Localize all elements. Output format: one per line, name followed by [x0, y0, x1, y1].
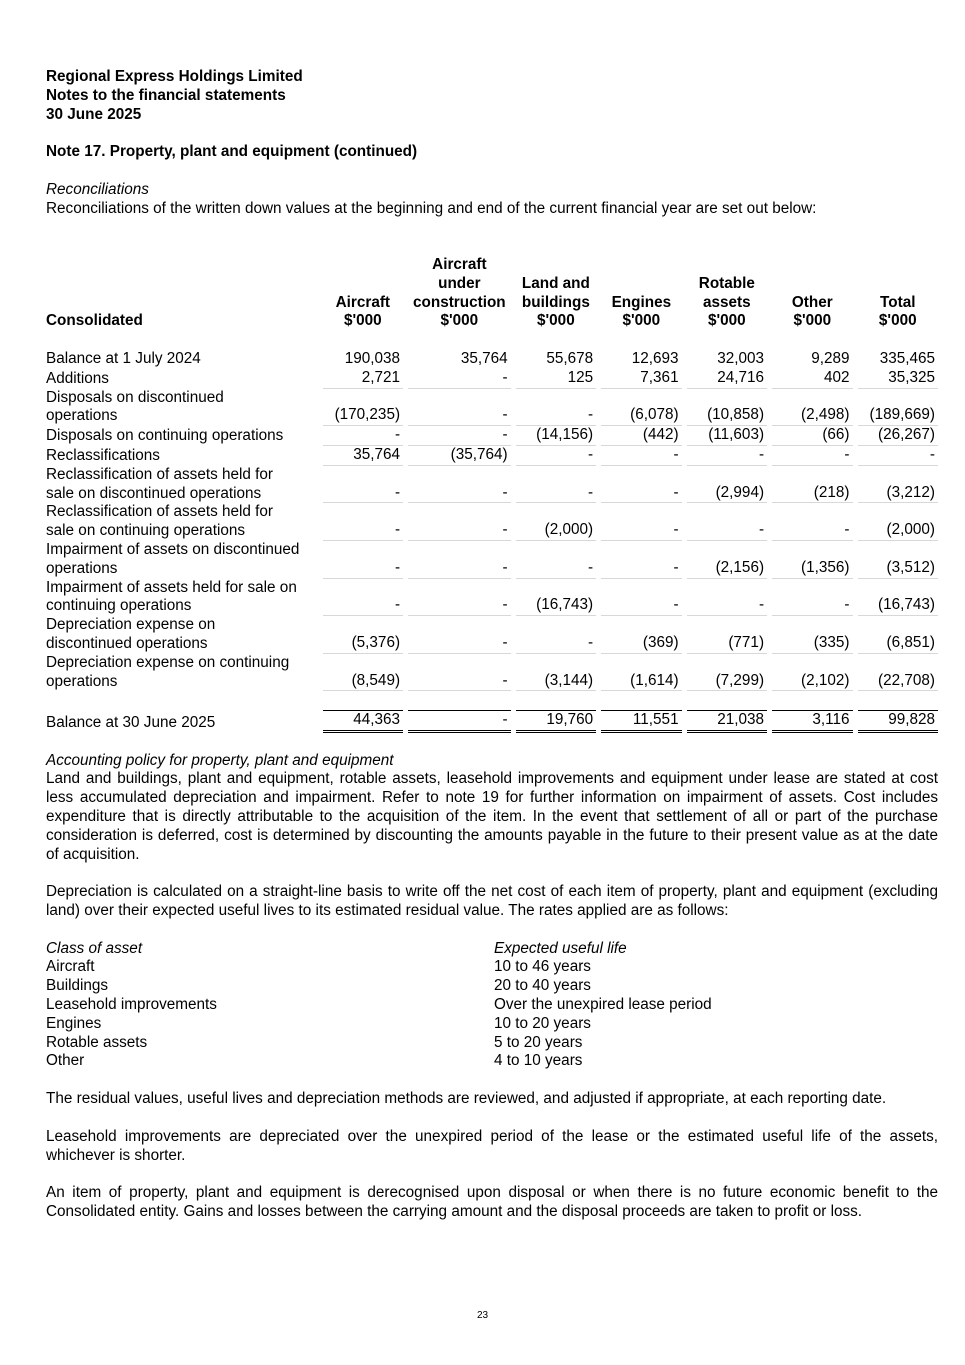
reconciliation-table: [41, 256, 943, 733]
cell-value: -: [408, 389, 511, 427]
cell-value: -: [687, 579, 767, 617]
row-label: Reclassification of assets held for sale on continuing operations: [46, 503, 274, 540]
asset-class: Other: [46, 1052, 85, 1070]
row-label: Additions: [46, 369, 109, 387]
row-label: Disposals on continuing operations: [46, 427, 284, 445]
cell-value: (2,994): [687, 466, 767, 504]
cell-value: (189,669): [858, 389, 938, 427]
cell-value: -: [408, 579, 511, 617]
useful-life: 5 to 20 years: [494, 1033, 583, 1051]
column-header: Total $'000: [878, 293, 917, 330]
consolidated-header: Consolidated: [46, 312, 143, 330]
cell-value: (1,356): [772, 541, 852, 579]
useful-life: 10 to 46 years: [494, 958, 591, 976]
cell-value: 35,764: [460, 349, 508, 367]
cell-value: (2,000): [516, 503, 596, 541]
row-label: Balance at 30 June 2025: [46, 714, 216, 732]
cell-value: -: [408, 710, 511, 733]
note-title: Note 17. Property, plant and equipment (continued): [46, 143, 418, 161]
cell-value: -: [772, 446, 852, 466]
cell-value: 99,828: [858, 710, 938, 733]
cell-value: 55,678: [546, 349, 594, 367]
cell-value: -: [772, 503, 852, 541]
cell-value: -: [323, 503, 403, 541]
cell-value: (335): [772, 616, 852, 654]
cell-value: (35,764): [408, 446, 511, 466]
cell-value: (6,851): [858, 616, 938, 654]
asset-class: Leasehold improvements: [46, 996, 217, 1014]
cell-value: -: [323, 426, 403, 446]
useful-life: 10 to 20 years: [494, 1014, 591, 1032]
cell-value: (2,102): [772, 654, 852, 692]
cell-value: 35,764: [323, 446, 403, 466]
cell-value: (7,299): [687, 654, 767, 692]
cell-value: (6,078): [601, 389, 681, 427]
cell-value: -: [408, 654, 511, 692]
useful-life: Over the unexpired lease period: [494, 996, 712, 1014]
table-row: [46, 579, 938, 617]
cell-value: 2,721: [323, 369, 403, 389]
useful-lives-table: [46, 940, 938, 1072]
cell-value: (3,512): [858, 541, 938, 579]
policy-paragraph-1: Land and buildings, plant and equipment, rotable assets, leasehold improvements and equipment under lease are stated at cost less accumulated depreciation and impairment. Refer to note 19 for further information on impairment of assets. Cost includes expenditure that is directly attributable to the acquisition of the item. In the event that settlement of all or part of the purchase consideration is deferred, cost is determined by discounting the amounts payable in the future to their present value as at the date of acquisition.: [46, 770, 938, 863]
cell-value: -: [516, 616, 596, 654]
cell-value: (14,156): [516, 426, 596, 446]
cell-value: (26,267): [858, 426, 938, 446]
useful-life: 20 to 40 years: [494, 977, 591, 995]
cell-value: (16,743): [858, 579, 938, 617]
cell-value: 12,693: [631, 349, 679, 367]
cell-value: (16,743): [516, 579, 596, 617]
policy-subtitle: Accounting policy for property, plant and equipment: [46, 751, 394, 769]
cell-value: 32,003: [717, 349, 765, 367]
table-row: [46, 350, 938, 369]
column-header: Aircraft $'000: [335, 293, 391, 330]
row-label: Impairment of assets on discontinued operations: [46, 540, 300, 577]
policy-paragraph-4: Leasehold improvements are depreciated over the unexpired period of the lease or the estimated useful life of the assets, whichever is shorter.: [46, 1128, 938, 1164]
cell-value: 402: [772, 369, 852, 389]
page-number: 23: [476, 1310, 489, 1321]
cell-value: (3,144): [516, 654, 596, 692]
cell-value: -: [408, 369, 511, 389]
cell-value: (442): [601, 426, 681, 446]
row-label: Reclassification of assets held for sale on discontinued operations: [46, 465, 274, 502]
reconciliations-subtitle: Reconciliations: [46, 180, 149, 198]
cell-value: -: [516, 389, 596, 427]
cell-value: -: [408, 426, 511, 446]
cell-value: -: [323, 466, 403, 504]
cell-value: -: [408, 503, 511, 541]
table-row: [46, 389, 938, 427]
document-title: Notes to the financial statements: [46, 86, 286, 104]
cell-value: -: [323, 579, 403, 617]
cell-value: -: [687, 503, 767, 541]
table-row: [46, 466, 938, 504]
expected-useful-life-header: Expected useful life: [494, 939, 627, 957]
cell-value: -: [858, 446, 938, 466]
cell-value: (2,498): [772, 389, 852, 427]
cell-value: (218): [772, 466, 852, 504]
cell-value: -: [516, 466, 596, 504]
cell-value: -: [601, 541, 681, 579]
table-row: [46, 541, 938, 579]
asset-class: Engines: [46, 1014, 102, 1032]
column-header: Rotable assets $'000: [698, 274, 755, 330]
asset-class: Aircraft: [46, 958, 95, 976]
cell-value: (22,708): [858, 654, 938, 692]
cell-value: -: [601, 503, 681, 541]
cell-value: -: [601, 579, 681, 617]
column-header: Other $'000: [791, 293, 833, 330]
table-row: [46, 369, 938, 389]
cell-value: 24,716: [687, 369, 767, 389]
cell-value: (2,156): [687, 541, 767, 579]
column-header: Aircraft under construction $'000: [413, 255, 506, 330]
cell-value: (369): [601, 616, 681, 654]
column-header: Land and buildings $'000: [521, 274, 590, 330]
cell-value: 7,361: [601, 369, 681, 389]
row-label: Impairment of assets held for sale on continuing operations: [46, 578, 297, 615]
asset-class: Rotable assets: [46, 1033, 148, 1051]
cell-value: (1,614): [601, 654, 681, 692]
table-header-row: [46, 256, 938, 331]
cell-value: 125: [516, 369, 596, 389]
column-header: Engines $'000: [611, 293, 672, 330]
cell-value: -: [408, 616, 511, 654]
cell-value: (10,858): [687, 389, 767, 427]
policy-paragraph-5: An item of property, plant and equipment is derecognised upon disposal or when there is no future economic benefit to the Consolidated entity. Gains and losses between the carrying amount and the disposal proceeds are taken to profit or loss.: [46, 1184, 938, 1221]
cell-value: (3,212): [858, 466, 938, 504]
cell-value: (66): [772, 426, 852, 446]
row-label: Disposals on discontinued operations: [46, 388, 224, 425]
row-label: Reclassifications: [46, 446, 160, 464]
table-row: [46, 710, 938, 733]
cell-value: (11,603): [687, 426, 767, 446]
cell-value: 190,038: [344, 349, 401, 367]
table-body: [46, 331, 938, 733]
row-label: Depreciation expense on discontinued operations: [46, 616, 216, 652]
cell-value: -: [516, 446, 596, 466]
cell-value: 19,760: [516, 710, 596, 733]
reconciliations-intro: Reconciliations of the written down values at the beginning and end of the current financial year are set out below:: [46, 199, 817, 217]
cell-value: (5,376): [323, 616, 403, 654]
cell-value: (170,235): [323, 389, 403, 427]
cell-value: -: [323, 541, 403, 579]
policy-paragraph-3: The residual values, useful lives and depreciation methods are reviewed, and adjusted if appropriate, at each reporting date.: [46, 1090, 887, 1108]
cell-value: -: [772, 579, 852, 617]
cell-value: 35,325: [858, 369, 938, 389]
cell-value: 11,551: [601, 710, 681, 733]
cell-value: -: [601, 466, 681, 504]
report-date: 30 June 2025: [46, 105, 142, 123]
asset-class: Buildings: [46, 977, 109, 995]
cell-value: -: [408, 466, 511, 504]
cell-value: 335,465: [879, 349, 935, 367]
cell-value: -: [601, 446, 681, 466]
row-label: Depreciation expense on continuing operations: [46, 653, 290, 690]
cell-value: 44,363: [323, 710, 403, 733]
cell-value: -: [687, 446, 767, 466]
cell-value: 21,038: [687, 710, 767, 733]
table-row: [46, 503, 938, 541]
table-row: [46, 616, 938, 654]
cell-value: 3,116: [772, 710, 852, 733]
cell-value: (8,549): [323, 654, 403, 692]
class-of-asset-header: Class of asset: [46, 939, 143, 957]
page: [46, 68, 938, 1222]
row-label: Balance at 1 July 2024: [46, 349, 201, 367]
policy-paragraph-2: Depreciation is calculated on a straight-line basis to write off the net cost of each item of property, plant and equipment (excluding land) over their expected useful lives to its estimated residual value. The rates applied are as follows:: [46, 883, 938, 920]
cell-value: -: [408, 541, 511, 579]
useful-life: 4 to 10 years: [494, 1052, 583, 1070]
company-name: Regional Express Holdings Limited: [46, 68, 303, 85]
table-row: [46, 426, 938, 446]
cell-value: (2,000): [858, 503, 938, 541]
cell-value: -: [516, 541, 596, 579]
table-row: [46, 654, 938, 692]
cell-value: (771): [687, 616, 767, 654]
cell-value: 9,289: [811, 349, 850, 367]
table-row: [46, 446, 938, 466]
